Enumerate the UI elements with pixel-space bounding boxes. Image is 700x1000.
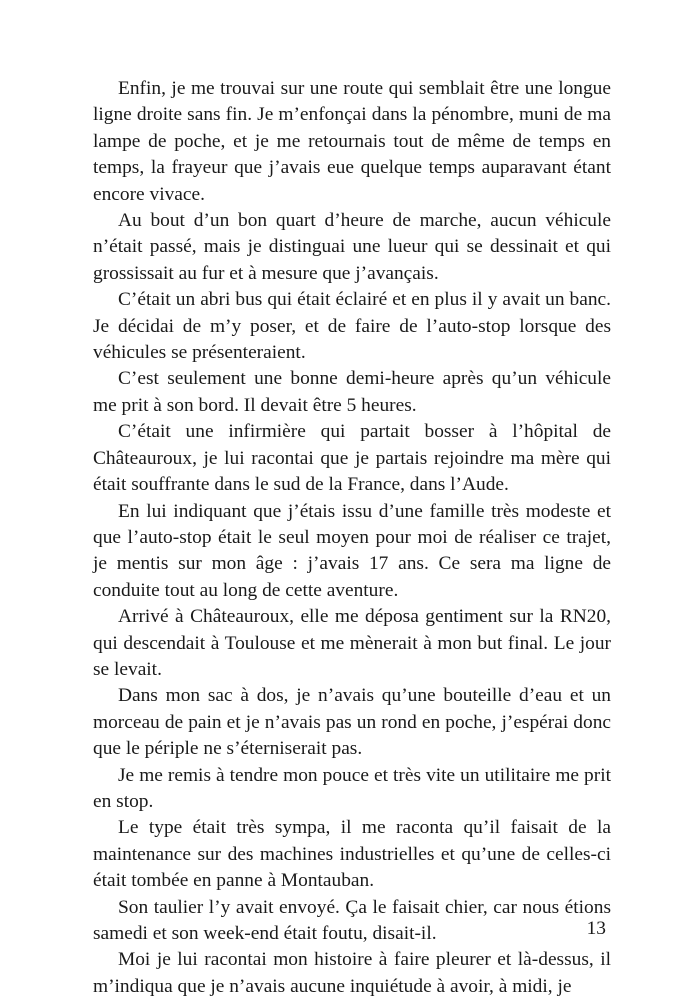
- paragraph: Arrivé à Châteauroux, elle me déposa gentiment sur la RN20, qui descendait à Toulouse et me mènerait à mon but final. Le jour se levait.: [93, 606, 611, 680]
- paragraph: Moi je lui racontai mon histoire à faire pleurer et là-dessus, il m’indiqua que je n’avais aucune inquiétude à avoir, à midi, je: [93, 949, 611, 997]
- page-body: [93, 76, 611, 1000]
- paragraph: C’était une infirmière qui partait bosser à l’hôpital de Châteauroux, je lui racontai que je partais rejoindre ma mère qui était souffrante dans le sud de la France, dans l’Aude.: [93, 421, 611, 496]
- paragraph: Je me remis à tendre mon pouce et très vite un utilitaire me prit en stop.: [93, 764, 611, 812]
- paragraph: C’est seulement une bonne demi-heure après qu’un véhicule me prit à son bord. Il devait être 5 heures.: [93, 368, 611, 416]
- paragraph: C’était un abri bus qui était éclairé et en plus il y avait un banc. Je décidai de m’y poser, et de faire de l’auto-stop lorsque des véhicules se présenteraient.: [93, 289, 611, 364]
- paragraph: En lui indiquant que j’étais issu d’une famille très modeste et que l’auto-stop était le seul moyen pour moi de réaliser ce trajet, je mentis sur mon âge : j’avais 17 ans. Ce sera ma ligne de conduite tout au long de cette aventure.: [93, 500, 611, 601]
- paragraph: Enfin, je me trouvai sur une route qui semblait être une longue ligne droite sans fin. Je m’enfonçai dans la pénombre, muni de ma lampe de poche, et je me retournais tout de même de temps en temps, la frayeur que j’avais eue quelque temps auparavant étant encore vivace.: [93, 78, 611, 205]
- paragraph: Dans mon sac à dos, je n’avais qu’une bouteille d’eau et un morceau de pain et je n’avais pas un rond en poche, j’espérai donc que le périple ne s’éterniserait pas.: [93, 685, 611, 760]
- paragraph: Son taulier l’y avait envoyé. Ça le faisait chier, car nous étions samedi et son week-end était foutu, disait-il.: [93, 896, 611, 944]
- page-number: 13: [586, 918, 606, 939]
- paragraph: Au bout d’un bon quart d’heure de marche, aucun véhicule n’était passé, mais je distinguai une lueur qui se dessinait et qui grossissait au fur et à mesure que j’avançais.: [93, 210, 611, 284]
- paragraph: Le type était très sympa, il me raconta qu’il faisait de la maintenance sur des machines industrielles et qu’une de celles-ci était tombée en panne à Montauban.: [93, 817, 611, 892]
